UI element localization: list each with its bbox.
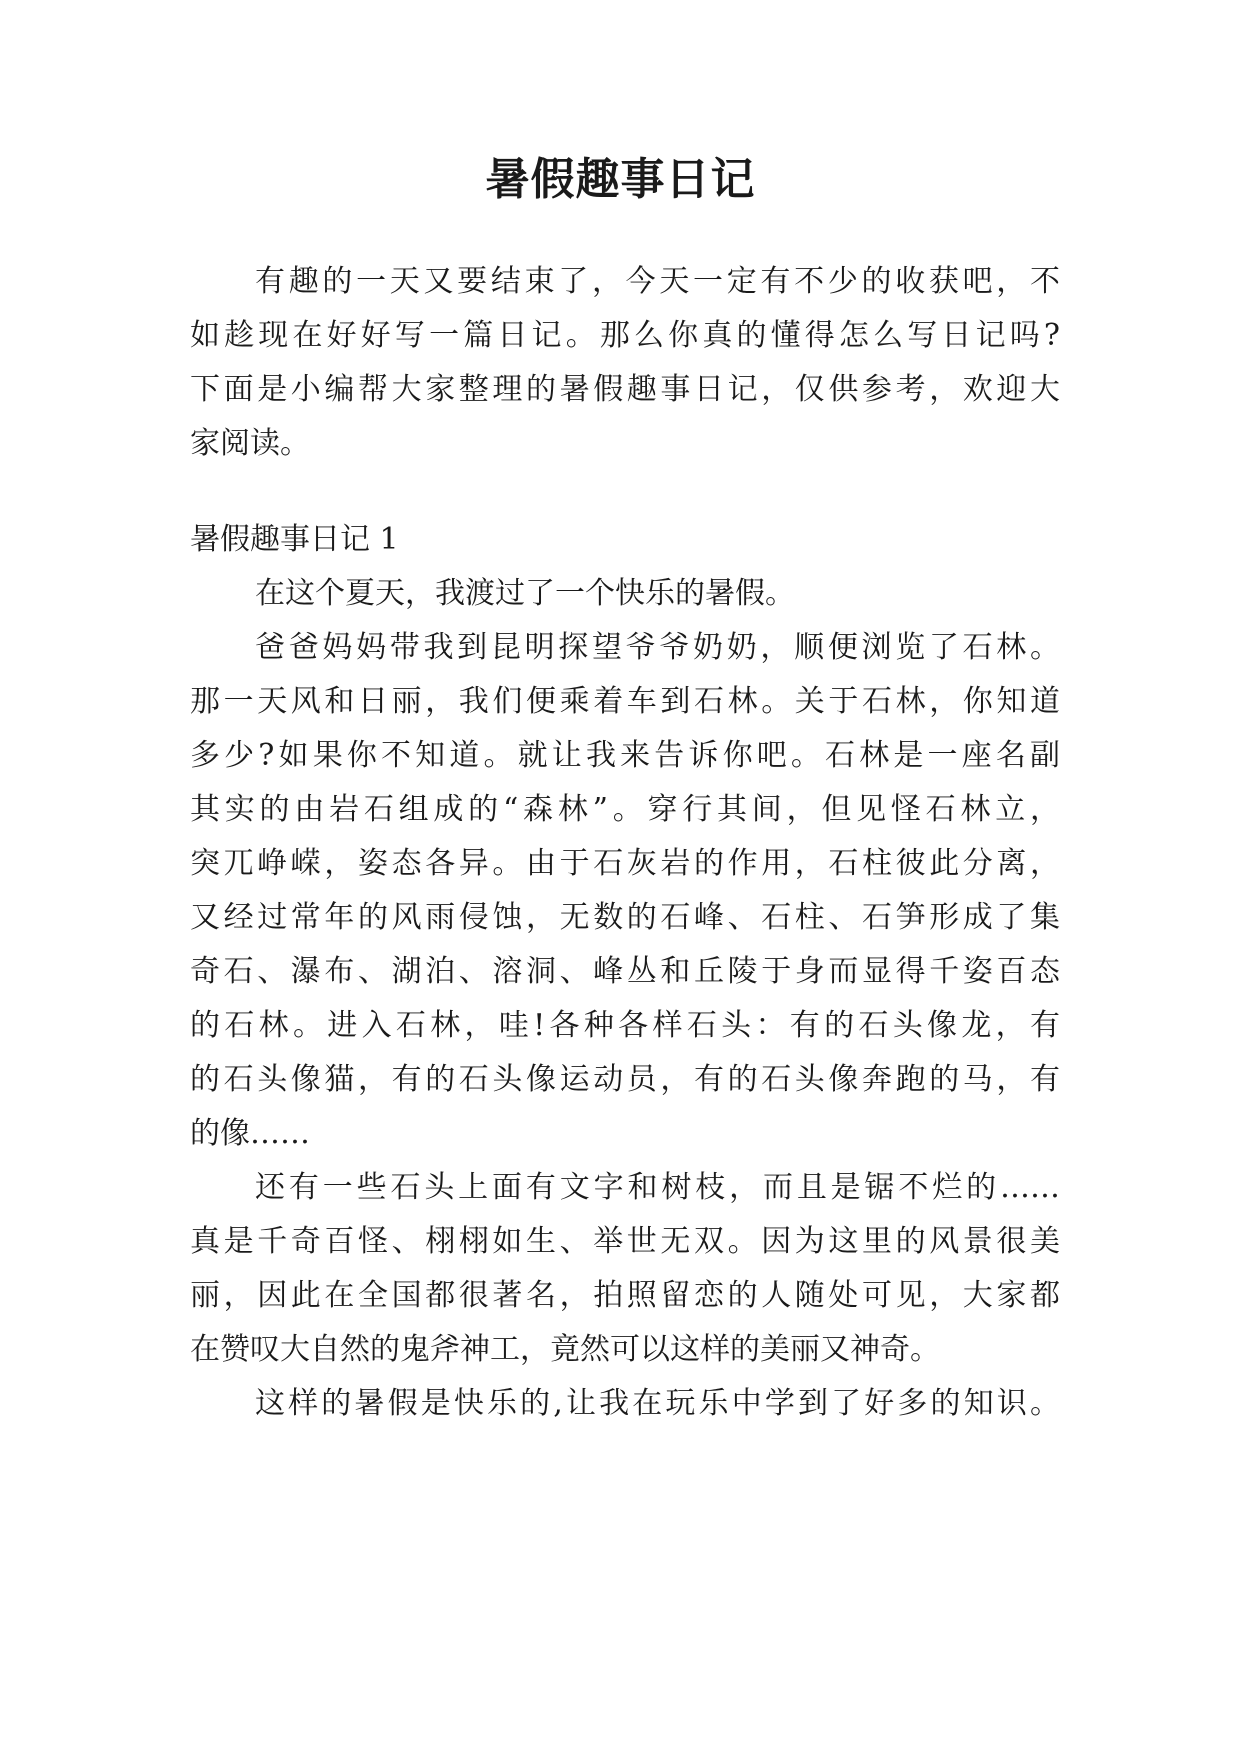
body-line: 真是千奇百怪、栩栩如生、举世无双。因为这里的风景很美 <box>190 1224 1060 1259</box>
document-title: 暑假趣事日记 <box>485 154 756 205</box>
body-line: 其实的由岩石组成的“森林”。穿行其间，但见怪石林立， <box>190 792 1060 827</box>
body-line: 这样的暑假是快乐的,让我在玩乐中学到了好多的知识。 <box>255 1386 1060 1421</box>
intro-line: 有趣的一天又要结束了，今天一定有不少的收获吧，不 <box>255 264 1060 299</box>
body-line: 那一天风和日丽，我们便乘着车到石林。关于石林，你知道 <box>190 684 1060 719</box>
body-line: 突兀峥嵘，姿态各异。由于石灰岩的作用，石柱彼此分离， <box>190 846 1060 881</box>
body-line: 的石林。进入石林，哇!各种各样石头：有的石头像龙，有 <box>190 1008 1060 1043</box>
body-line: 奇石、瀑布、湖泊、溶洞、峰丛和丘陵于身而显得千姿百态 <box>190 954 1060 989</box>
intro-line: 如趁现在好好写一篇日记。那么你真的懂得怎么写日记吗? <box>190 318 1060 353</box>
intro-line: 家阅读。 <box>190 426 310 461</box>
body-line: 又经过常年的风雨侵蚀，无数的石峰、石柱、石笋形成了集 <box>190 900 1060 935</box>
body-line: 的石头像猫，有的石头像运动员，有的石头像奔跑的马，有 <box>190 1062 1060 1097</box>
body-line: 丽，因此在全国都很著名，拍照留恋的人随处可见，大家都 <box>190 1278 1060 1313</box>
body-line: 爸爸妈妈带我到昆明探望爷爷奶奶，顺便浏览了石林。 <box>255 630 1060 665</box>
body-line: 多少?如果你不知道。就让我来告诉你吧。石林是一座名副 <box>190 738 1060 773</box>
body-line: 在赞叹大自然的鬼斧神工，竟然可以这样的美丽又神奇。 <box>190 1332 940 1367</box>
body-line: 还有一些石头上面有文字和树枝，而且是锯不烂的…… <box>255 1170 1060 1205</box>
section-title: 暑假趣事日记 1 <box>190 522 399 557</box>
body-line: 的像…… <box>190 1116 310 1151</box>
intro-line: 下面是小编帮大家整理的暑假趣事日记，仅供参考，欢迎大 <box>190 372 1060 407</box>
body-line: 在这个夏天，我渡过了一个快乐的暑假。 <box>255 576 795 611</box>
